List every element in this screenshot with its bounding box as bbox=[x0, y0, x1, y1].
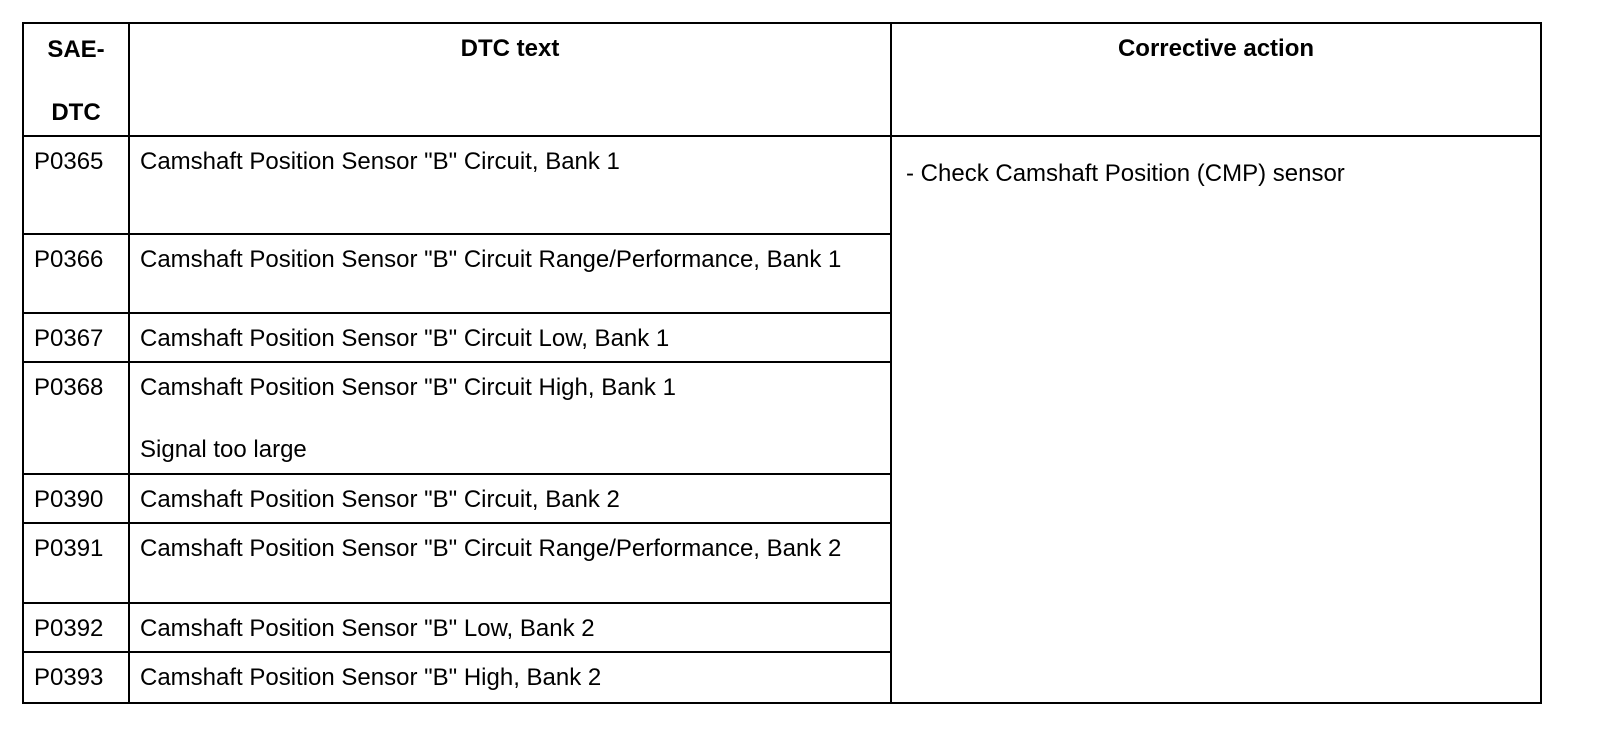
table-row bbox=[23, 136, 1541, 234]
corrective-action-cell: - Check Camshaft Position (CMP) sensor bbox=[891, 136, 1541, 703]
dtc-text-cell: Camshaft Position Sensor "B" Circuit, Bank 1 bbox=[129, 136, 891, 234]
dtc-code-cell: P0367 bbox=[23, 313, 129, 362]
dtc-table bbox=[22, 22, 1542, 704]
header-sae-dtc bbox=[23, 23, 129, 136]
dtc-text-cell: Camshaft Position Sensor "B" Circuit Range/Performance, Bank 2 bbox=[129, 523, 891, 603]
header-dtc-text: DTC text bbox=[129, 23, 891, 136]
dtc-text-cell: Camshaft Position Sensor "B" Low, Bank 2 bbox=[129, 603, 891, 652]
dtc-text-cell: Camshaft Position Sensor "B" High, Bank 2 bbox=[129, 652, 891, 703]
dtc-code-cell: P0366 bbox=[23, 234, 129, 313]
dtc-text-main: Camshaft Position Sensor "B" Circuit High, Bank 1 bbox=[140, 374, 676, 401]
dtc-text-cell: Camshaft Position Sensor "B" Circuit Low, Bank 1 bbox=[129, 313, 891, 362]
header-corrective-action: Corrective action bbox=[891, 23, 1541, 136]
header-sae-dtc-line1: SAE- bbox=[47, 36, 105, 63]
dtc-code-cell: P0368 bbox=[23, 362, 129, 474]
dtc-text-note: Signal too large bbox=[140, 436, 307, 463]
dtc-text-cell bbox=[129, 362, 891, 474]
dtc-code-cell: P0390 bbox=[23, 474, 129, 523]
dtc-text-cell: Camshaft Position Sensor "B" Circuit Range/Performance, Bank 1 bbox=[129, 234, 891, 313]
header-sae-dtc-line2: DTC bbox=[51, 99, 101, 126]
dtc-code-cell: P0365 bbox=[23, 136, 129, 234]
dtc-code-cell: P0391 bbox=[23, 523, 129, 603]
dtc-code-cell: P0393 bbox=[23, 652, 129, 703]
dtc-text-cell: Camshaft Position Sensor "B" Circuit, Bank 2 bbox=[129, 474, 891, 523]
dtc-code-cell: P0392 bbox=[23, 603, 129, 652]
header-row bbox=[23, 23, 1541, 136]
